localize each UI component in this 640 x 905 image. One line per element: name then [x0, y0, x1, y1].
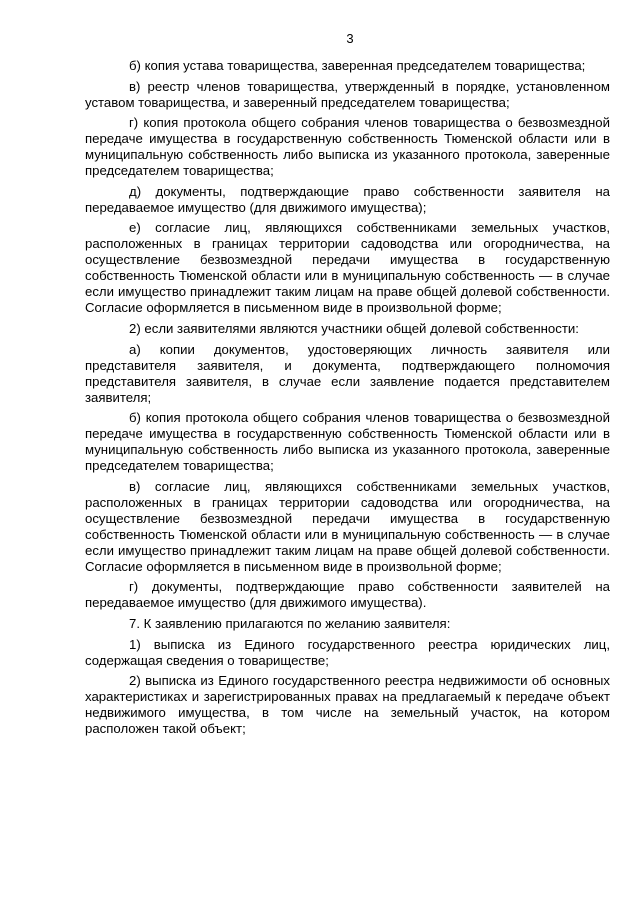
paragraph-1-legal-entities-extract: 1) выписка из Единого государственного реестра юридических лиц, содержащая сведения о товариществе;	[85, 636, 610, 668]
document-body	[85, 58, 610, 742]
paragraph-v-members-register: в) реестр членов товарищества, утвержденный в порядке, установленном уставом товарищества, и заверенный председателем товарищества;	[85, 78, 610, 110]
paragraph-v-owners-consent: в) согласие лиц, являющихся собственниками земельных участков, расположенных в границах территории садоводства или огородничества, на осуществление безвозмездной передачи имущества в государственную собственность Тюменской области или в муниципальную собственность — в случае если имущество принадлежит таким лицам на праве общей долевой собственности. Согласие оформляется в письменном виде в произвольной форме;	[85, 478, 610, 574]
paragraph-g-ownership-documents: г) документы, подтверждающие право собственности заявителей на передаваемое имущество (для движимого имущества).	[85, 579, 610, 611]
paragraph-g-meeting-protocol: г) копия протокола общего собрания членов товарищества о безвозмездной передаче имущества в государственную собственность Тюменской области или в муниципальную собственность либо выписка из указанного протокола, заверенные председателем товарищества;	[85, 115, 610, 179]
paragraph-d-ownership-documents: д) документы, подтверждающие право собственности заявителя на передаваемое имущество (для движимого имущества);	[85, 183, 610, 215]
page-number: 3	[346, 31, 354, 46]
paragraph-e-owners-consent: е) согласие лиц, являющихся собственниками земельных участков, расположенных в границах территории садоводства или огородничества, на осуществление безвозмездной передачи имущества в государственную собственность Тюменской области или в муниципальную собственность — в случае если имущество принадлежит таким лицам на праве общей долевой собственности. Согласие оформляется в письменном виде в произвольной форме;	[85, 220, 610, 316]
paragraph-b-meeting-protocol: б) копия протокола общего собрания членов товарищества о безвозмездной передаче имущества в государственную собственность Тюменской области или в муниципальную собственность либо выписка из указанного протокола, заверенные председателем товарищества;	[85, 410, 610, 474]
paragraph-b-charter-copy: б) копия устава товарищества, заверенная председателем товарищества;	[129, 58, 586, 73]
paragraph-7-optional-attachments: 7. К заявлению прилагаются по желанию заявителя:	[129, 615, 451, 631]
paragraph-2-real-estate-extract: 2) выписка из Единого государственного реестра недвижимости об основных характеристиках и зарегистрированных правах на предлагаемый к передаче объект недвижимого имущества, в том числе на земельный участок, на котором расположен такой объект;	[85, 673, 610, 737]
paragraph-2-shared-ownership: 2) если заявителями являются участники общей долевой собственности:	[129, 320, 579, 336]
paragraph-a-identity-documents: а) копии документов, удостоверяющих личность заявителя или представителя заявителя, и документа, подтверждающего полномочия представителя заявителя, в случае если заявление подается представителем заявителя;	[85, 341, 610, 405]
